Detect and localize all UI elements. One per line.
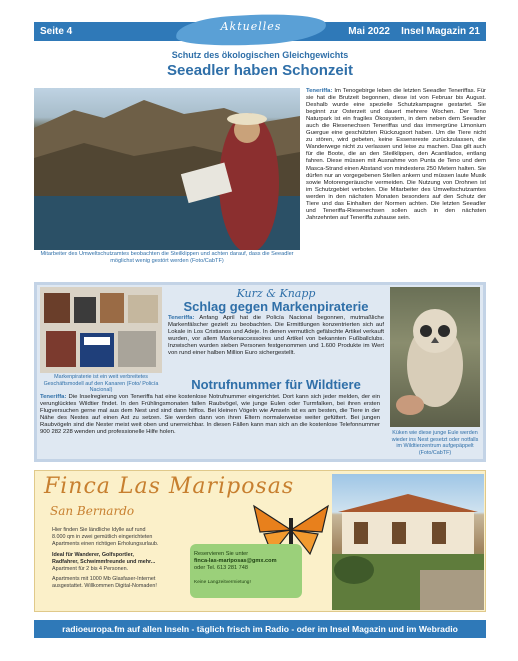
box-kicker: Kurz & Knapp [236, 287, 316, 300]
wildlife-body [40, 394, 380, 436]
footer-banner[interactable]: radioeuropa.fm auf allen Inseln - täglich frisch im Radio - oder im Insel Magazin und im Webradio [34, 620, 486, 638]
ad-line: 8.000 qm in zwei gemütlich eingerichteten [52, 534, 153, 541]
wildlife-body-text: Die Inselregierung von Teneriffa hat eine kostenlose Notrufnummer eingerichtet. Dort kann sich jeder melden, der ein verunglücktes Wildtier findet. In den Frühlingsmonaten fallen Raubvögel, wie junge Eulen oder Turmfalken, bei ihren ersten Flugversuchen gerne mal aus dem Nest und sind dann hilflos. Bei kleinen Vögeln wie Amseln ist es am besten, die Tiere in der Nähe des Nestes auf einen Ast zu setzen. Sie werden dann von ihren Eltern normalerweise weiter gefüttert. Bei jungen Raubvögeln sind die Nester meist weit oben und unerreichbar. In diesen Fällen kann man sich an die kostenlose Telefonnummer 900 282 228 wenden und professionelle Hilfe holen. [40, 394, 380, 436]
reserve-label: Reservieren Sie unter [194, 551, 249, 557]
piracy-title: Schlag gegen Markenpiraterie [183, 299, 369, 314]
piracy-body [168, 315, 384, 357]
owl-illustration [390, 287, 480, 427]
owl-caption: Küken wie diese junge Eule werden wieder ins Nest gesetzt oder notfalls im Wildtierzentrum aufgepäppelt (Foto/CabTF) [391, 430, 479, 456]
article-body [306, 88, 486, 222]
owl-chick-photo [390, 287, 480, 427]
ad-highlight: Ideal für Wanderer, Golfsportler, [52, 551, 134, 558]
piracy-lead: Teneriffa: [168, 315, 195, 321]
shop-shelf-illustration [40, 287, 162, 373]
ad-description [52, 527, 202, 591]
photo-caption: Mitarbeiter des Umweltschutzamtes beobachten die Steilklippen und achten darauf, dass die Seeadler möglichst wenig gestört werden (Foto/CabTF) [40, 251, 294, 264]
reserve-email[interactable]: finca-las-mariposas@gmx.com [194, 558, 277, 565]
reserve-phone: oder Tel. 613 281 748 [194, 565, 249, 572]
ad-line: Apartments einen richtigen Erholungsurlaub. [52, 541, 159, 548]
ad-line: Apartment für 2 bis 4 Personen. [52, 566, 129, 573]
reservation-content [194, 551, 298, 586]
piracy-body-text: Anfang April hat die Policía Nacional begonnen, mutmaßliche Markenfälscher gezielt zu beobachten. Die Ermittlungen konzentrierten sich auf Lokale in Los Cristianos und Adeje. In denen vermutlich gefälschte Artikel verkauft wurden, vor allem Markenaccessoires und Artikel von bekannten Fußballclubs. Inzwischen wurden sieben Personen festgenommen und 1.600 Produkte im Wert von rund einer halben Million Euro sichergestellt. [168, 315, 384, 356]
article-subtitle: Schutz des ökologischen Gleichgewichts [171, 50, 349, 60]
reserve-note: Keine Langzeitvermietung! [194, 579, 251, 585]
article-body-text: Im Tenogebirge leben die letzten Seeadler Teneriffas. Für sie hat die Brutzeit begonnen, diese ist von Februar bis August. Deshalb wurde eine spezielle Schutzkampagne gestartet. Sie beginnt zur Osterzeit und dauert mehrere Wochen. Der Teno Naturpark ist ein fragiles Ökosystem, in dem neben dem Seeadler auch die Riesenechsen Teneriffas und das immergrüne Limonium Guergue eine geschützten Rückzugsort haben. Um die Tiere nicht zu stören, wird gebeten, keine Essensreste zurückzulassen, die Wanderwege nicht zu verlassen und leise zu machen. Das gilt auch für die Boote, die an den Steilklippen, den Acantilados, entlang fahren. Diese müssen mit Ausnahme von Punta de Teno und dem Masca-Strand einen Abstand von mindestens 250 Metern halten. Sie dürfen nur an vorgegebenen Stellen ankern und müssen laute Musik sowie Motorengeräusche vermeiden. Die Nutzung von Drohnen ist im Schutzgebiet verboten. Die Mitarbeiter des Umweltschutzamtes werden in den nächsten Monaten besonders auf den Schutz der Tiere und das Einhalten der Normen achten. Die letzten Seeadler und Teneriffa-Riesenechsen sollen auch in den nächsten Jahrzehnten auf Teneriffa zuhause sein. [306, 88, 486, 221]
finca-house-illustration [332, 474, 484, 610]
ad-subtitle: San Bernardo [50, 504, 135, 518]
ad-title: Finca Las Mariposas [44, 474, 295, 499]
finca-photo [332, 474, 484, 610]
counterfeit-goods-photo [40, 287, 162, 373]
wildlife-lead: Teneriffa: [40, 394, 67, 400]
issue-date: Mai 2022 [348, 26, 390, 37]
wildlife-title: Notrufnummer für Wildtiere [191, 377, 361, 392]
section-label: Aktuelles [220, 20, 282, 33]
eagle-watch-photo [34, 88, 300, 250]
counterfeit-caption: Markenpiraterie ist ein weit verbreitetes Geschäftsmodell auf den Kanaren (Foto/ Policía Nacional) [43, 374, 159, 394]
location-lead: Teneriffa: [306, 88, 333, 94]
ad-line: Hier finden Sie ländliche Idylle auf rund [52, 527, 146, 533]
magazine-name: Insel Magazin 21 [401, 26, 480, 37]
ad-line: ausgestattet. Willkommen Digital-Nomaden! [52, 583, 157, 590]
page-number: Seite 4 [40, 26, 73, 37]
ad-line: Apartments mit 1000 Mb Glasfaser-Internet [52, 576, 156, 583]
article-title: Seeadler haben Schonzeit [167, 62, 353, 79]
ad-highlight: Radfahrer, Schwimmfreunde und mehr... [52, 558, 156, 565]
cliff-scene-illustration [34, 88, 300, 250]
